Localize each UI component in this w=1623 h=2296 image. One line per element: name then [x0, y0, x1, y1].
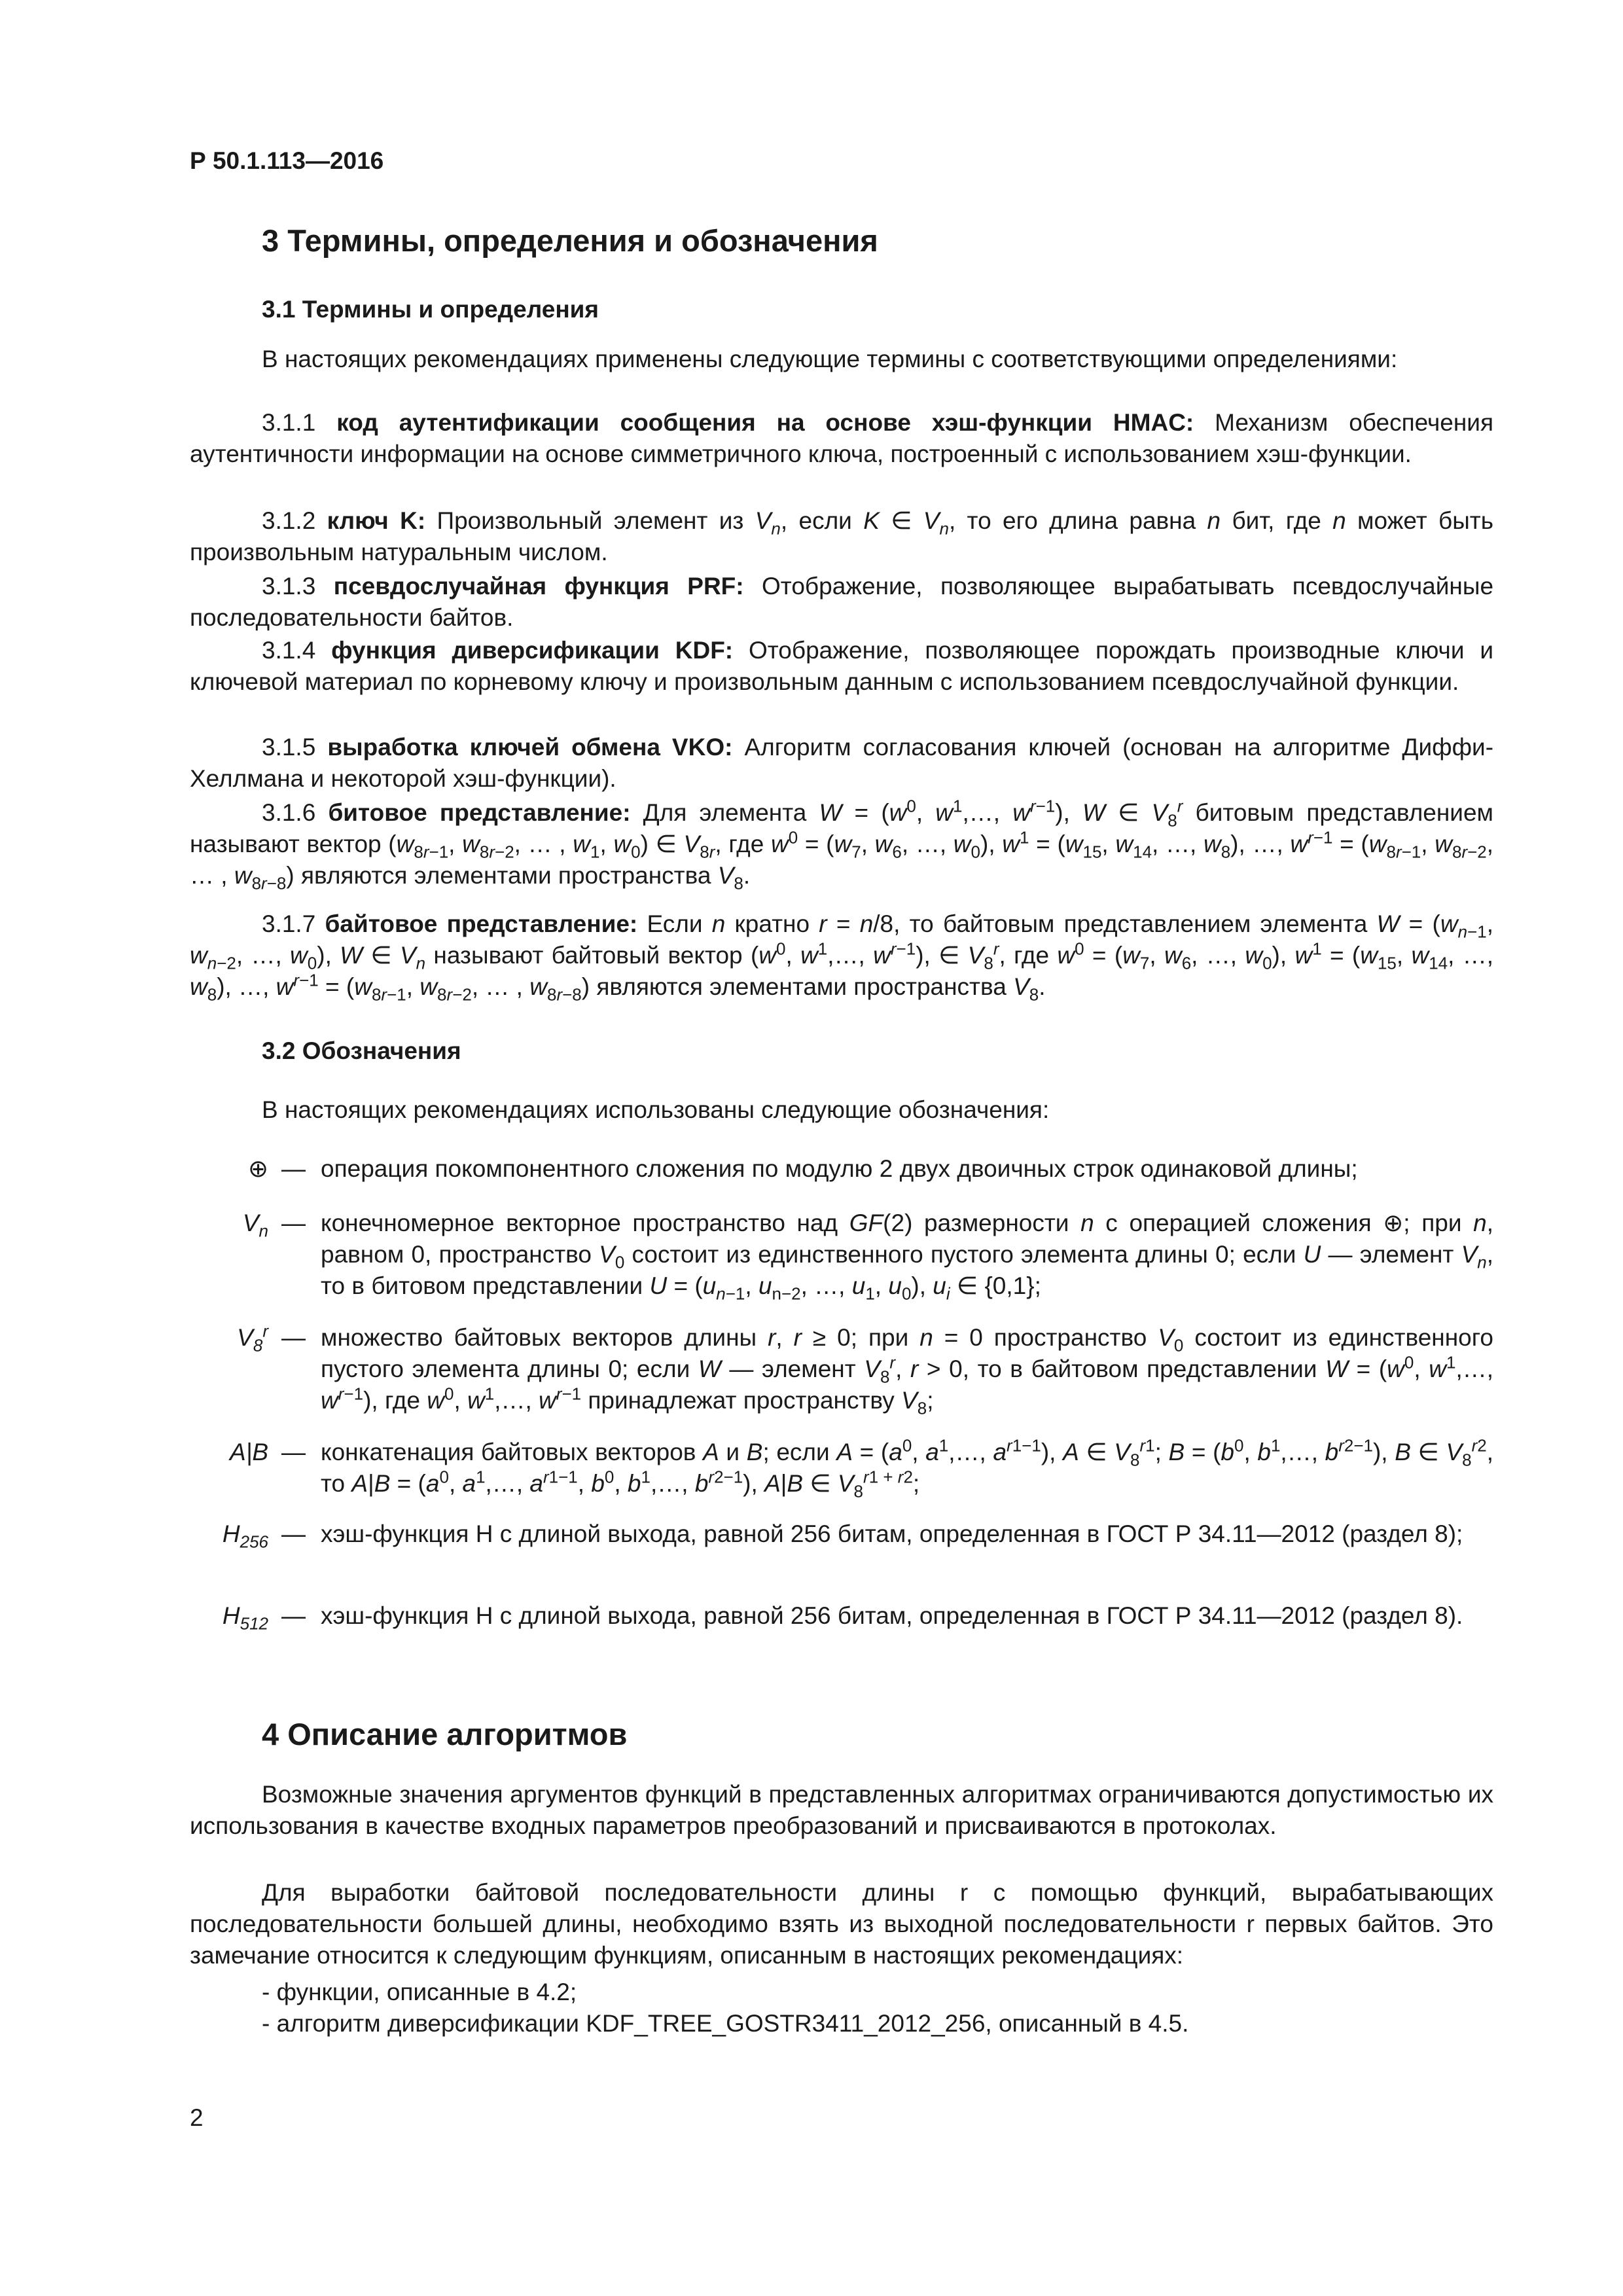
term-3-1-1: 3.1.1 код аутентификации сообщения на основе хэш-функции HMAC: Механизм обеспечения аутентичности информации на основе симметричного ключа, построенный с использованием хэш-функции.	[190, 409, 1494, 467]
section-4-paragraph-2: Для выработки байтовой последовательности длины r с помощью функций, вырабатывающих последовательности большей длины, необходимо взять из выходной последовательности r первых байтов. Это замечание относится к следующим функциям, описанным в настоящих рекомендациях:	[190, 1879, 1493, 1969]
term-3-1-2: 3.1.2 ключ K: Произвольный элемент из $V_n$, если K ∈ $V_n$, то его длина равна n бит, где n может быть произвольным натуральным числом.	[190, 507, 1494, 565]
notation-vn: $V_n$ — конечномерное векторное пространство над GF(2) размерности n с операцией сложения ⊕; при n, равном 0, пространство $V_0$ состоит из единственного пустого элемента длины 0; если U — элемент $V_n$, то в битовом представлении $U = (u_{n-1}$, $u_{n-2}$, …, $u_1$, $u_0$), $u_i$ ∈ {0,1};	[242, 1210, 1494, 1304]
section-4-title: 4 Описание алгоритмов	[262, 1717, 628, 1751]
list-item: - функции, описанные в 4.2;	[262, 1979, 577, 2005]
terms-intro: В настоящих рекомендациях применены следующие термины с соответствующими определениями:	[262, 346, 1398, 372]
notation-h256: $H_{256}$ — хэш-функция H с длиной выхода, равной 256 битам, определенная в ГОСТ Р 34.11—2012 (раздел 8);	[222, 1520, 1463, 1552]
notation-h512: $H_{512}$ — хэш-функция H с длиной выхода, равной 256 битам, определенная в ГОСТ Р 34.11—2012 (раздел 8).	[222, 1602, 1463, 1634]
notation-v8r: $V_8^r$ — множество байтовых векторов длины r, r ≥ 0; при n = 0 пространство $V_0$ состоит из единственного пустого элемента длины 0; если W — элемент $V_8^r$, r > 0, то в байтовом представлении $W = (w^0$, $w^1,\dots$, $w^{r-1}$), где $w^0$, $w^1,\dots$, $w^{r-1}$ принадлежат пространству $V_8$;	[237, 1321, 1493, 1418]
subsection-3-2-title: 3.2 Обозначения	[262, 1037, 461, 1064]
term-3-1-4: 3.1.4 функция диверсификации KDF: Отображение, позволяющее порождать производные ключи и ключевой материал по корневому ключу и произвольным данным с использованием псевдослучайной функции.	[190, 637, 1494, 695]
notation-xor: ⊕ — операция покомпонентного сложения по модулю 2 двух двоичных строк одинаковой длины;	[247, 1155, 1358, 1182]
term-3-1-3: 3.1.3 псевдослучайная функция PRF: Отображение, позволяющее вырабатывать псевдослучайные последовательности байтов.	[190, 573, 1494, 631]
function-list	[262, 1977, 1188, 2039]
page-number: 2	[190, 2104, 204, 2131]
section-3-title: 3 Термины, определения и обозначения	[262, 223, 878, 258]
subsection-3-1-title: 3.1 Термины и определения	[262, 296, 599, 323]
list-item: - алгоритм диверсификации KDF_TREE_GOSTR3411_2012_256, описанный в 4.5.	[262, 2010, 1189, 2037]
term-3-1-7: 3.1.7 байтовое представление: Если n кратно r = n/8, то байтовым представлением элемента $W = (w_{n-1}$, $w_{n-2}$, …, $w_0$), W ∈ $V_n$ называют байтовый вектор ($w^0$, $w^1,\dots$, $w^{r-1}$), ∈ $V_8^r$, где $w^0 = (w_7$, $w_6$, …, $w_0$), $w^1 = (w_{15}$, $w_{14}$, …, $w_8$), …, $w^{r-1} = (w_{8r-1}$, $w_{8r-2}$, … , $w_{8r-8}$) являются элементами пространства $V_8$.	[190, 910, 1494, 1005]
notation-intro: В настоящих рекомендациях использованы следующие обозначения:	[262, 1096, 1050, 1123]
document-code: Р 50.1.113—2016	[190, 147, 384, 174]
notation-concat: A|B — конкатенация байтовых векторов A и B; если $A = (a^0$, $a^1,\dots$, $a^{r1-1}$), A ∈ $V_8^{r1}$; $B = (b^0$, $b^1,\dots$, $b^{r2-1}$), B ∈ $V_8^{r2}$, то $A|B = (a^0$, $a^1,\dots$, $a^{r1-1}$, $b^0$, $b^1,\dots$, $b^{r2-1}$), A|B ∈ $V_8^{r1 + r2}$;	[230, 1435, 1494, 1501]
term-3-1-6: 3.1.6 битовое представление: Для элемента $W = (w^0$, $w^1,\dots$, $w^{r-1}$), W ∈ $V_8^r$ битовым представлением называют вектор ($w_{8r-1}$, $w_{8r-2}$, … , $w_1$, $w_0$) ∈ $V_{8r}$, где $w^0 = (w_7$, $w_6$, …, $w_0$), $w^1 = (w_{15}$, $w_{14}$, …, $w_8$), …, $w^{r-1} = (w_{8r-1}$, $w_{8r-2}$, … , $w_{8r-8}$) являются элементами пространства $V_8$.	[190, 796, 1494, 893]
section-4-paragraph-1: Возможные значения аргументов функций в представленных алгоритмах ограничиваются допустимостью их использования в качестве входных параметров преобразований и присваиваются в протоколах.	[190, 1781, 1493, 1839]
term-3-1-5: 3.1.5 выработка ключей обмена VKO: Алгоритм согласования ключей (основан на алгоритме Диффи-Хеллмана и некоторой хэш-функции).	[190, 734, 1494, 792]
